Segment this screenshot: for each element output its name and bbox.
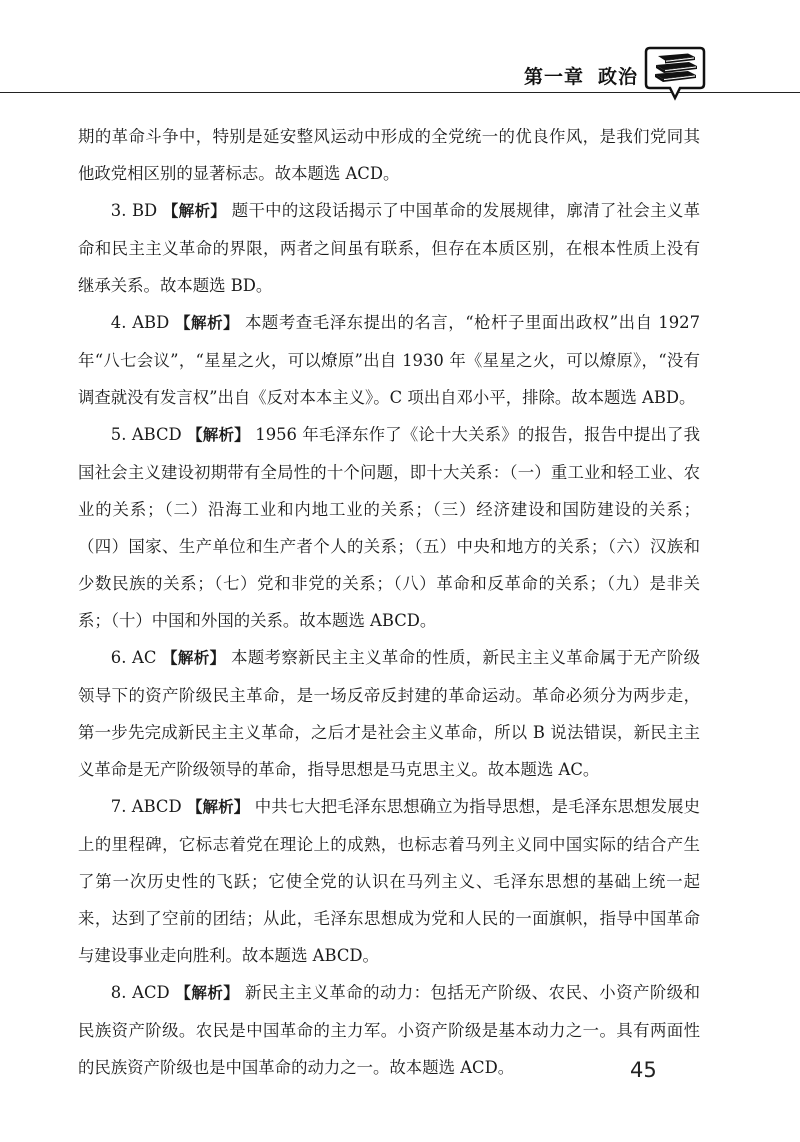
answer-number: 4. ABD — [110, 313, 170, 332]
chapter-title — [524, 62, 638, 89]
answer-number: 8. ACD — [110, 983, 170, 1002]
answer-content — [78, 118, 700, 1086]
answer-text: 本题考察新民主主义革命的性质，新民主主义革命属于无产阶级领导下的资产阶级民主革命，是一场反帝反封建的革命运动。革命必须分为两步走，第一步先完成新民主主义革命，之后才是社会主义革命，所以 B 说法错误，新民主主义革命是无产阶级领导的革命，指导思想是马克思主义。故本题选 AC。 — [78, 648, 701, 779]
answer-item-3 — [78, 192, 700, 304]
answer-number: 7. ABCD — [110, 797, 182, 816]
continued-paragraph: 期的革命斗争中，特别是延安整风运动中形成的全党统一的优良作风，是我们党同其他政党相区别的显著标志。故本题选 ACD。 — [78, 127, 700, 183]
analysis-tag: 【解析】 — [162, 649, 226, 667]
answer-text: 题干中的这段话揭示了中国革命的发展规律，廓清了社会主义革命和民主主义革命的界限，两者之间虽有联系，但存在本质区别，在根本性质上没有继承关系。故本题选 BD。 — [78, 201, 700, 295]
chapter-label: 第一章 — [523, 66, 584, 88]
answer-text: 本题考查毛泽东提出的名言，“枪杆子里面出政权”出自 1927 年“八七会议”，“星星之火，可以燎原”出自 1930 年《星星之火，可以燎原》，“没有调查就没有发言权”出自《反对本本主义》。C 项出自邓小平，排除。故本题选 ABD。 — [78, 313, 700, 407]
answer-item-8 — [78, 974, 700, 1086]
analysis-tag: 【解析】 — [175, 314, 240, 332]
analysis-tag: 【解析】 — [187, 426, 250, 444]
answer-number: 5. ABCD — [110, 425, 182, 444]
answer-text: 中共七大把毛泽东思想确立为指导思想，是毛泽东思想发展史上的里程碑，它标志着党在理论上的成熟，也标志着马列主义同中国实际的结合产生了第一次历史性的飞跃；它使全党的认识在马列主义、毛泽东思想的基础上统一起来，达到了空前的团结；从此，毛泽东思想成为党和人民的一面旗帜，指导中国革命与建设事业走向胜利。故本题选 ABCD。 — [78, 797, 701, 965]
answer-number: 3. BD — [110, 201, 158, 220]
page-number: 45 — [630, 1058, 657, 1082]
subject-label: 政治 — [597, 66, 638, 88]
answer-item-4 — [78, 304, 700, 416]
analysis-tag: 【解析】 — [162, 202, 227, 220]
answer-number: 6. AC — [110, 648, 157, 667]
answer-item-6 — [78, 639, 700, 788]
answer-text: 新民主主义革命的动力：包括无产阶级、农民、小资产阶级和民族资产阶级。农民是中国革命的主力军。小资产阶级是基本动力之一。具有两面性的民族资产阶级也是中国革命的动力之一。故本题选 ACD。 — [78, 983, 701, 1077]
page-header — [0, 0, 800, 100]
analysis-tag: 【解析】 — [186, 798, 250, 816]
book-stack-icon — [644, 44, 706, 104]
answer-item-7 — [78, 788, 700, 974]
analysis-tag: 【解析】 — [175, 984, 240, 1002]
answer-item-5 — [78, 416, 700, 639]
answer-text: 1956 年毛泽东作了《论十大关系》的报告，报告中提出了我国社会主义建设初期带有全局性的十个问题，即十大关系：（一）重工业和轻工业、农业的关系；（二）沿海工业和内地工业的关系；（三）经济建设和国防建设的关系；（四）国家、生产单位和生产者个人的关系；（五）中央和地方的关系；（六）汉族和少数民族的关系；（七）党和非党的关系；（八）革命和反革命的关系；（九）是非关系；（十）中国和外国的关系。故本题选 ABCD。 — [78, 425, 701, 630]
